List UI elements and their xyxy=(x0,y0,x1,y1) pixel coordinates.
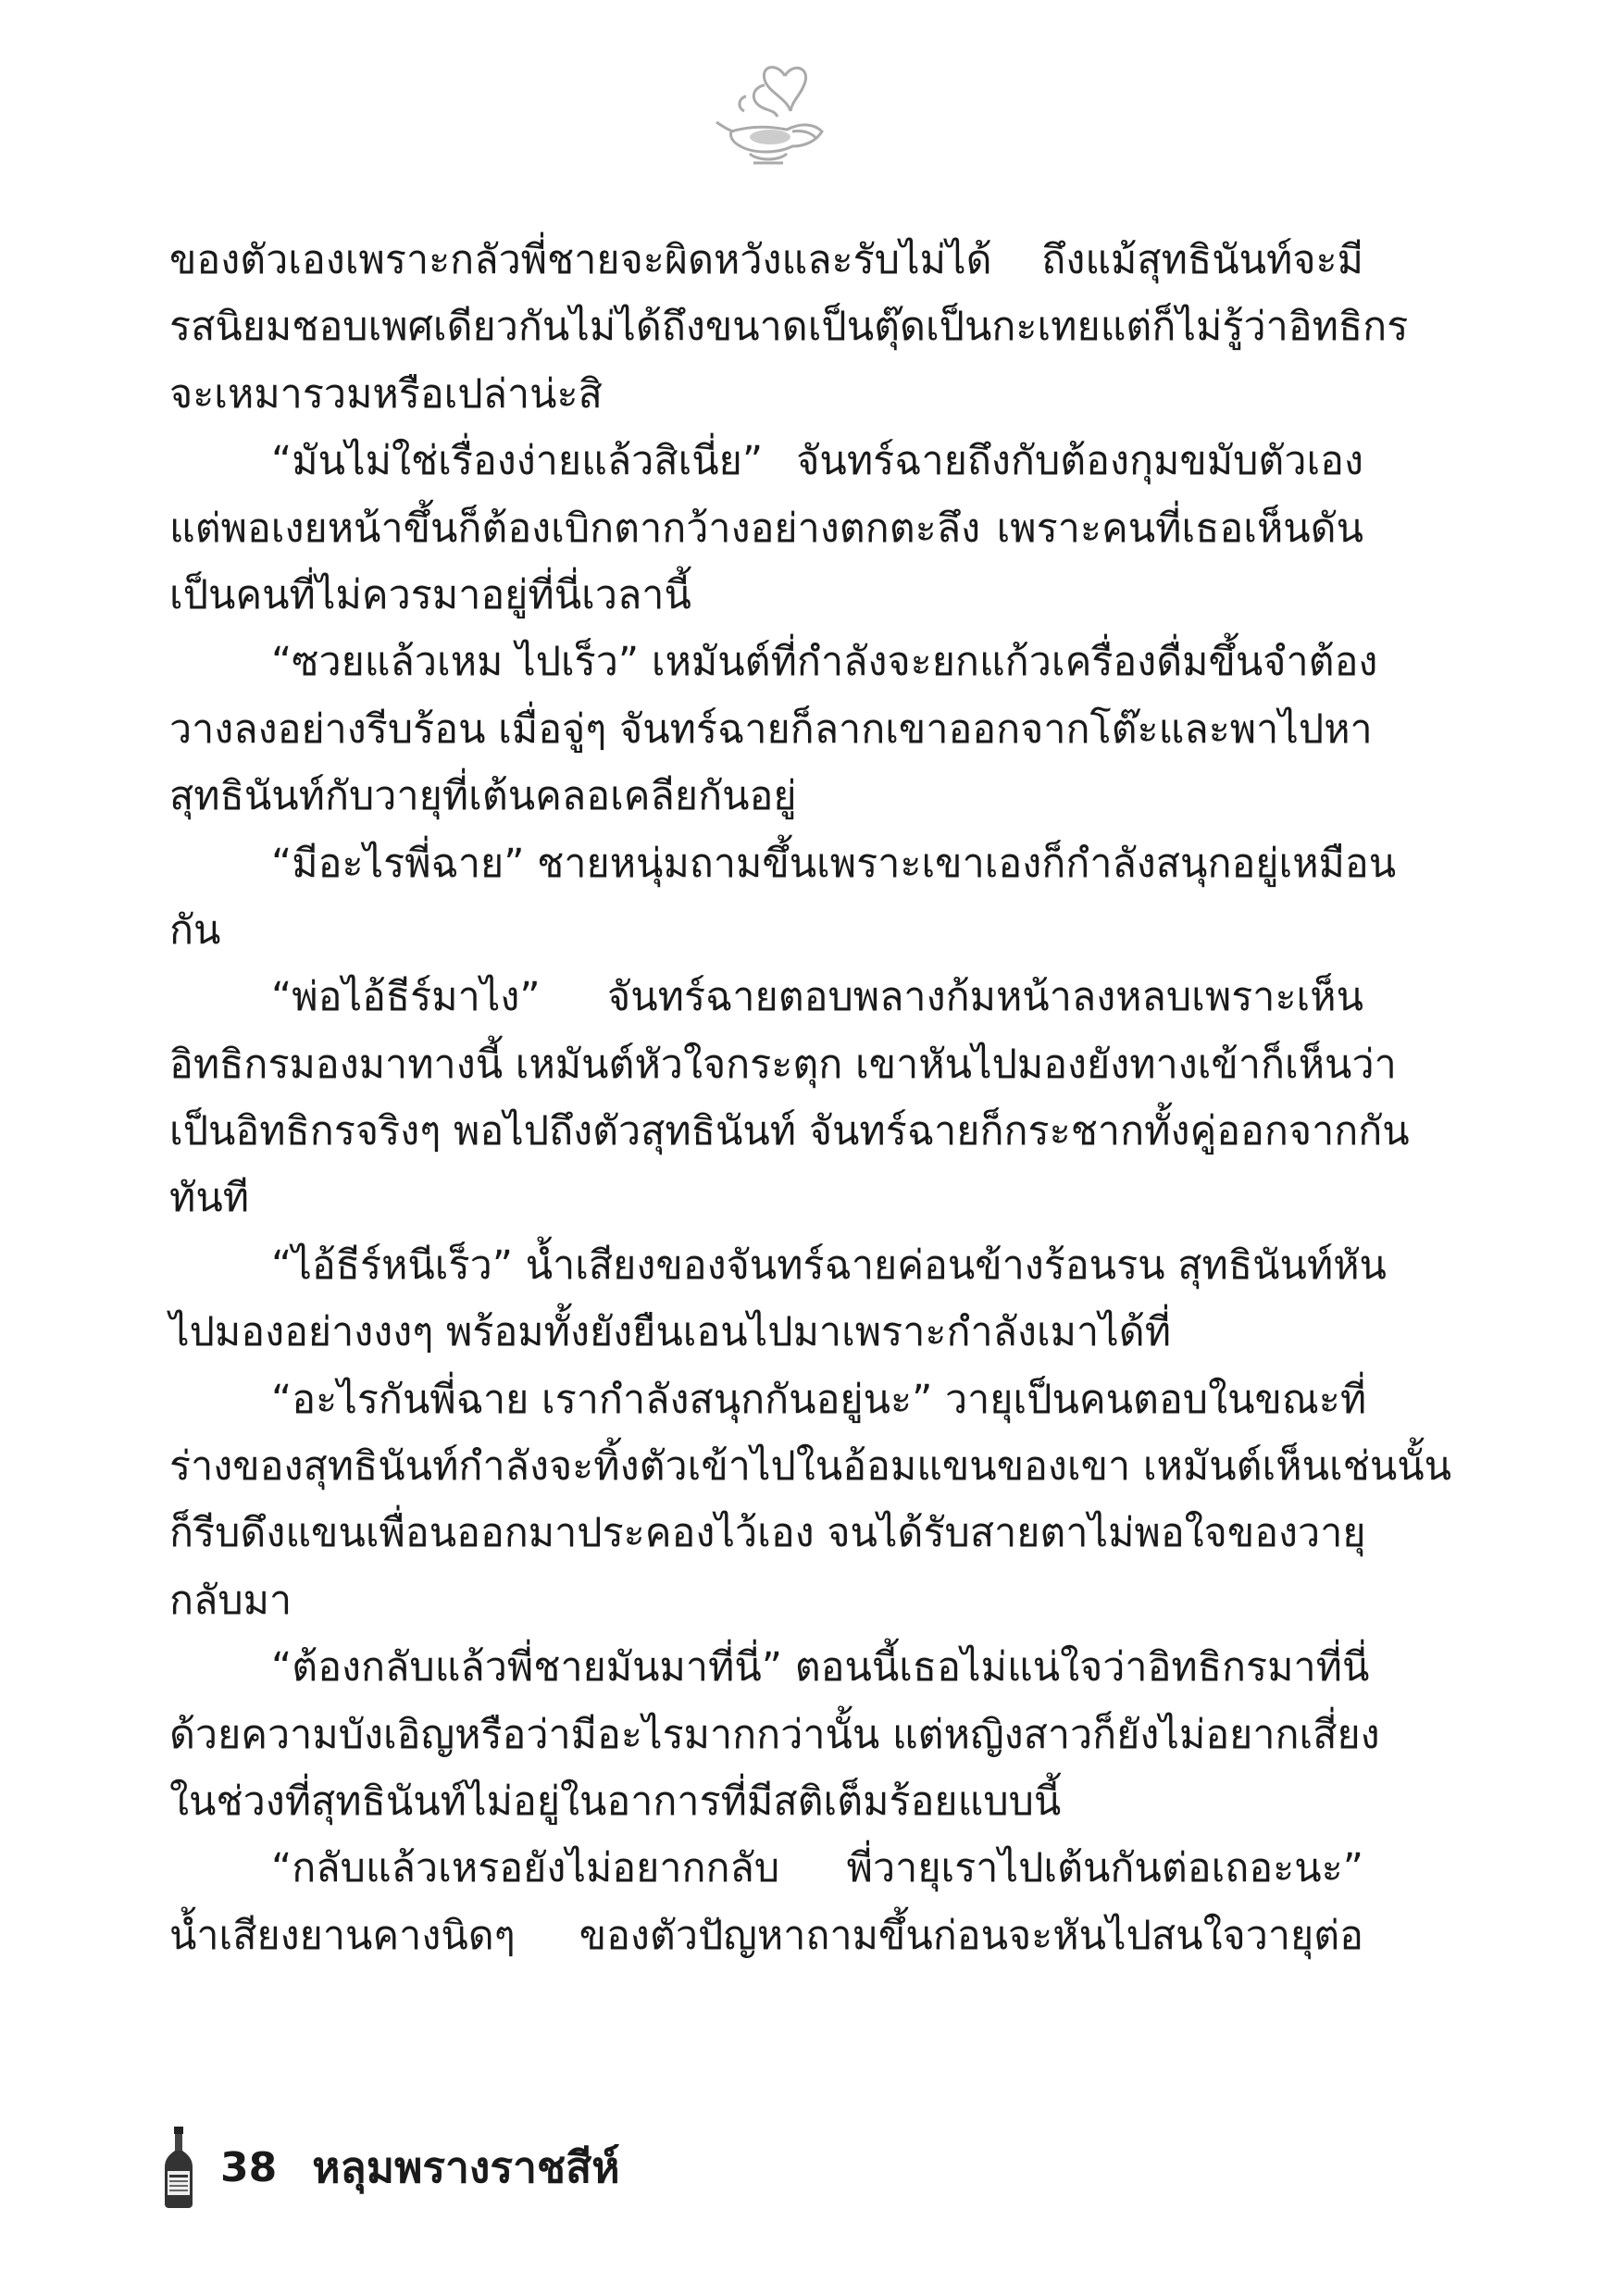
book-title: หลุมพรางราชสีห์ xyxy=(312,2141,620,2192)
text-line: ในช่วงที่สุทธินันท์ไม่อยู่ในอาการที่มีสติเต็มร้อยแบบนี้ xyxy=(169,1778,1062,1825)
text-line: เป็นอิทธิกรจริงๆ พอไปถึงตัวสุทธินันท์ จันทร์ฉายก็กระชากทั้งคู่ออกจากกัน xyxy=(169,1108,1410,1155)
chapter-text xyxy=(169,227,1452,1969)
text-line: ทันที xyxy=(169,1175,250,1222)
text-line: สุทธินันท์กับวายุที่เต้นคลอเคลียกันอยู่ xyxy=(169,773,797,820)
text-line: ร่างของสุทธินันท์กำลังจะทิ้งตัวเข้าไปในอ้อมแขนของเขา เหมันต์เห็นเช่นนั้น xyxy=(169,1443,1452,1491)
text-line: “มีอะไรพี่ฉาย” ชายหนุ่มถามขึ้นเพราะเขาเองก็กำลังสนุกอยู่เหมือน xyxy=(271,840,1397,887)
text-line: วางลงอย่างรีบร้อน เมื่อจู่ๆ จันทร์ฉายก็ลากเขาออกจากโต๊ะและพาไปหา xyxy=(169,705,1373,753)
page-footer xyxy=(161,2126,620,2209)
text-line: “มันไม่ใช่เรื่องง่ายแล้วสิเนี่ย” จันทร์ฉายถึงกับต้องกุมขมับตัวเอง xyxy=(271,438,1363,485)
text-line: รสนิยมชอบเพศเดียวกันไม่ได้ถึงขนาดเป็นตุ๊ดเป็นกะเทยแต่ก็ไม่รู้ว่าอิทธิกร xyxy=(169,304,1409,351)
text-line: ของตัวเองเพราะกลัวพี่ชายจะผิดหวังและรับไม่ได้ ถึงแม้สุทธินันท์จะมี xyxy=(169,237,1363,283)
text-line: น้ำเสียงยานคางนิดๆ ของตัวปัญหาถามขึ้นก่อนจะหันไปสนใจวายุต่อ xyxy=(169,1912,1363,1959)
text-line: กัน xyxy=(169,906,221,954)
text-line: กลับมา xyxy=(169,1577,292,1624)
text-line: อิทธิกรมองมาทางนี้ เหมันต์หัวใจกระตุก เขาหันไปมองยังทางเข้าก็เห็นว่า xyxy=(169,1041,1397,1088)
text-line: เป็นคนที่ไม่ควรมาอยู่ที่นี่เวลานี้ xyxy=(169,571,691,618)
text-line: แต่พอเงยหน้าขึ้นก็ต้องเบิกตากว้างอย่างตกตะลึง เพราะคนที่เธอเห็นดัน xyxy=(169,505,1363,552)
text-line: “พ่อไอ้ธีร์มาไง” จันทร์ฉายตอบพลางก้มหน้าลงหลบเพราะเห็น xyxy=(271,974,1363,1021)
text-line: “อะไรกันพี่ฉาย เรากำลังสนุกกันอยู่นะ” วายุเป็นคนตอบในขณะที่ xyxy=(271,1376,1367,1423)
page-number: 38 xyxy=(220,2143,278,2191)
text-line: ก็รีบดึงแขนเพื่อนออกมาประคองไว้เอง จนได้รับสายตาไม่พอใจของวายุ xyxy=(169,1510,1366,1557)
genie-lamp-icon xyxy=(713,57,833,178)
text-line: “ต้องกลับแล้วพี่ชายมันมาที่นี่” ตอนนี้เธอไม่แน่ใจว่าอิทธิกรมาที่นี่ xyxy=(271,1644,1370,1691)
text-line: “ไอ้ธีร์หนีเร็ว” น้ำเสียงของจันทร์ฉายค่อนข้างร้อนรน สุทธินันท์หัน xyxy=(271,1242,1387,1289)
whiskey-bottle-icon xyxy=(161,2127,196,2208)
text-line: “ซวยแล้วเหม ไปเร็ว” เหมันต์ที่กำลังจะยกแก้วเครื่องดื่มขึ้นจำต้อง xyxy=(271,639,1378,686)
text-line: จะเหมารวมหรือเปล่าน่ะสิ xyxy=(169,370,603,418)
text-line: ด้วยความบังเอิญหรือว่ามีอะไรมากกว่านั้น แต่หญิงสาวก็ยังไม่อยากเสี่ยง xyxy=(169,1711,1380,1758)
text-line: ไปมองอย่างงงๆ พร้อมทั้งยังยืนเอนไปมาเพราะกำลังเมาได้ที่ xyxy=(169,1309,1172,1356)
text-line: “กลับแล้วเหรอยังไม่อยากกลับ พี่วายุเราไปเต้นกันต่อเถอะนะ” xyxy=(271,1845,1363,1892)
